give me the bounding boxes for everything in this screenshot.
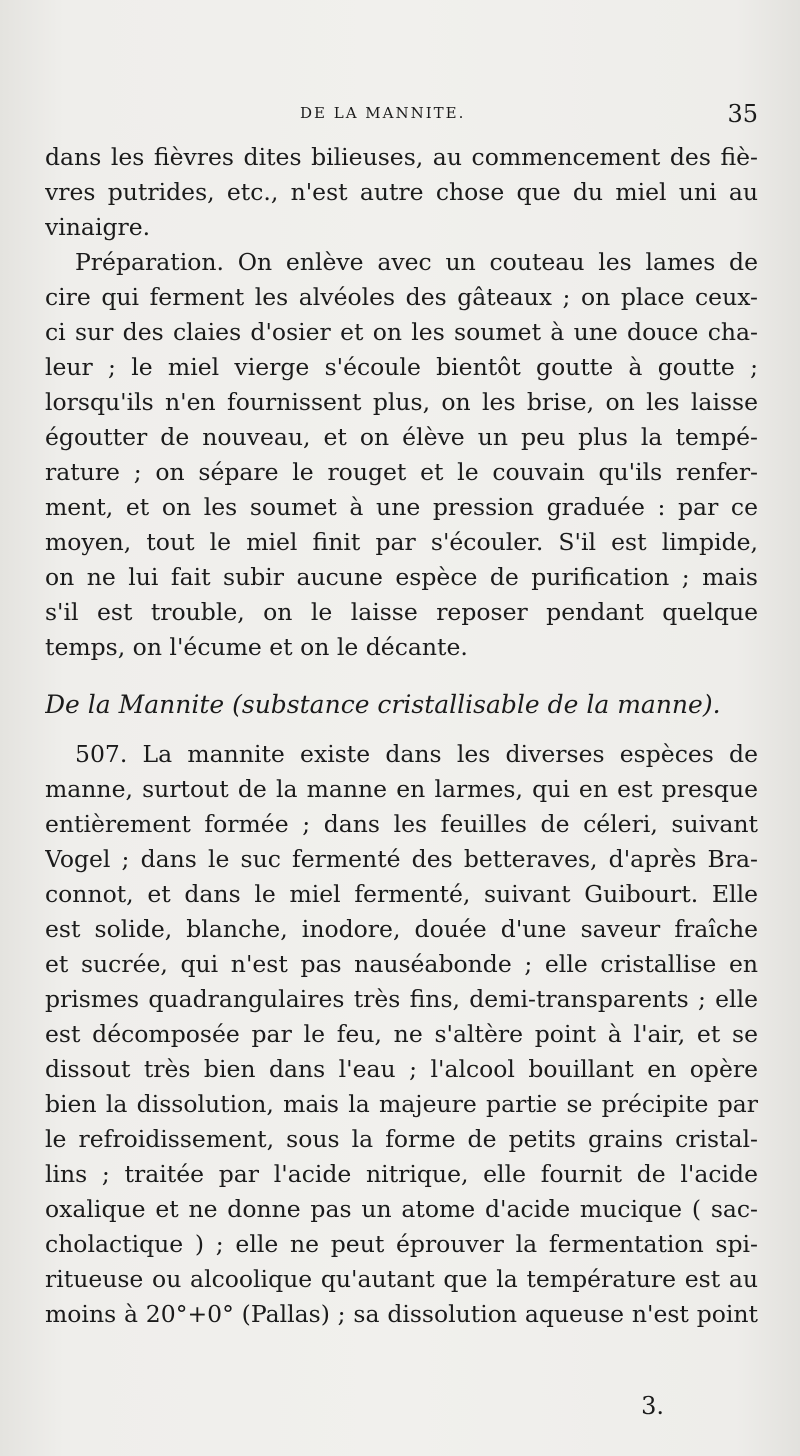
- text-line: Vogel ; dans le suc fermenté des betteraves, d'après Bra-: [45, 845, 758, 873]
- text-line: moyen, tout le miel finit par s'écouler. S'il est limpide,: [45, 528, 758, 556]
- text-line: s'il est trouble, on le laisse reposer pendant quelque: [45, 598, 758, 626]
- text-line: ritueuse ou alcoolique qu'autant que la température est au: [45, 1265, 758, 1293]
- signature-mark: 3.: [641, 1392, 664, 1420]
- text-line: ment, et on les soumet à une pression graduée : par ce: [45, 493, 758, 521]
- text-line: égoutter de nouveau, et on élève un peu plus la tempé-: [45, 423, 758, 451]
- text-line: cholactique ) ; elle ne peut éprouver la fermentation spi-: [45, 1230, 758, 1258]
- text-line: et sucrée, qui n'est pas nauséabonde ; elle cristallise en: [45, 950, 758, 978]
- running-title: DE LA MANNITE.: [300, 104, 466, 122]
- spacer: [45, 665, 758, 687]
- text-line: dissout très bien dans l'eau ; l'alcool bouillant en opère: [45, 1055, 758, 1083]
- text-line: temps, on l'écume et on le décante.: [45, 633, 468, 661]
- text-line: cire qui ferment les alvéoles des gâteaux ; on place ceux-: [45, 283, 758, 311]
- spacer: [45, 723, 758, 737]
- text-line: entièrement formée ; dans les feuilles de céleri, suivant: [45, 810, 758, 838]
- text-line: ci sur des claies d'osier et on les soumet à une douce cha-: [45, 318, 758, 346]
- text-line: connot, et dans le miel fermenté, suivant Guibourt. Elle: [45, 880, 758, 908]
- text-line: prismes quadrangulaires très fins, demi-transparents ; elle: [45, 985, 758, 1013]
- page-number: 35: [727, 100, 758, 128]
- body-text: [45, 140, 758, 1332]
- text-line: moins à 20°+0° (Pallas) ; sa dissolution aqueuse n'est point: [45, 1300, 758, 1328]
- text-line: manne, surtout de la manne en larmes, qui en est presque: [45, 775, 758, 803]
- paragraph-1: [45, 140, 758, 245]
- text-line: est décomposée par le feu, ne s'altère point à l'air, et se: [45, 1020, 758, 1048]
- text-line: leur ; le miel vierge s'écoule bientôt goutte à goutte ;: [45, 353, 758, 381]
- text-line: 507. La mannite existe dans les diverses espèces de: [75, 740, 758, 768]
- text-line: dans les fièvres dites bilieuses, au commencement des fiè-: [45, 143, 758, 171]
- text-line: vinaigre.: [45, 213, 151, 241]
- text-line: lorsqu'ils n'en fournissent plus, on les brise, on les laisse: [45, 388, 758, 416]
- paragraph-2: [45, 245, 758, 665]
- text-line: on ne lui fait subir aucune espèce de purification ; mais: [45, 563, 758, 591]
- text-line: lins ; traitée par l'acide nitrique, elle fournit de l'acide: [45, 1160, 758, 1188]
- text-line: le refroidissement, sous la forme de petits grains cristal-: [45, 1125, 758, 1153]
- text-line: bien la dissolution, mais la majeure partie se précipite par: [45, 1090, 758, 1118]
- text-line: oxalique et ne donne pas un atome d'acide mucique ( sac-: [45, 1195, 758, 1223]
- page-header: [0, 100, 800, 134]
- paragraph-3: [45, 737, 758, 1332]
- section-heading: De la Mannite (substance cristallisable de la manne).: [45, 690, 721, 719]
- text-line: est solide, blanche, inodore, douée d'une saveur fraîche: [45, 915, 758, 943]
- text-line: vres putrides, etc., n'est autre chose que du miel uni au: [45, 178, 758, 206]
- text-line: Préparation. On enlève avec un couteau les lames de: [75, 248, 758, 276]
- text-line: rature ; on sépare le rouget et le couvain qu'ils renfer-: [45, 458, 758, 486]
